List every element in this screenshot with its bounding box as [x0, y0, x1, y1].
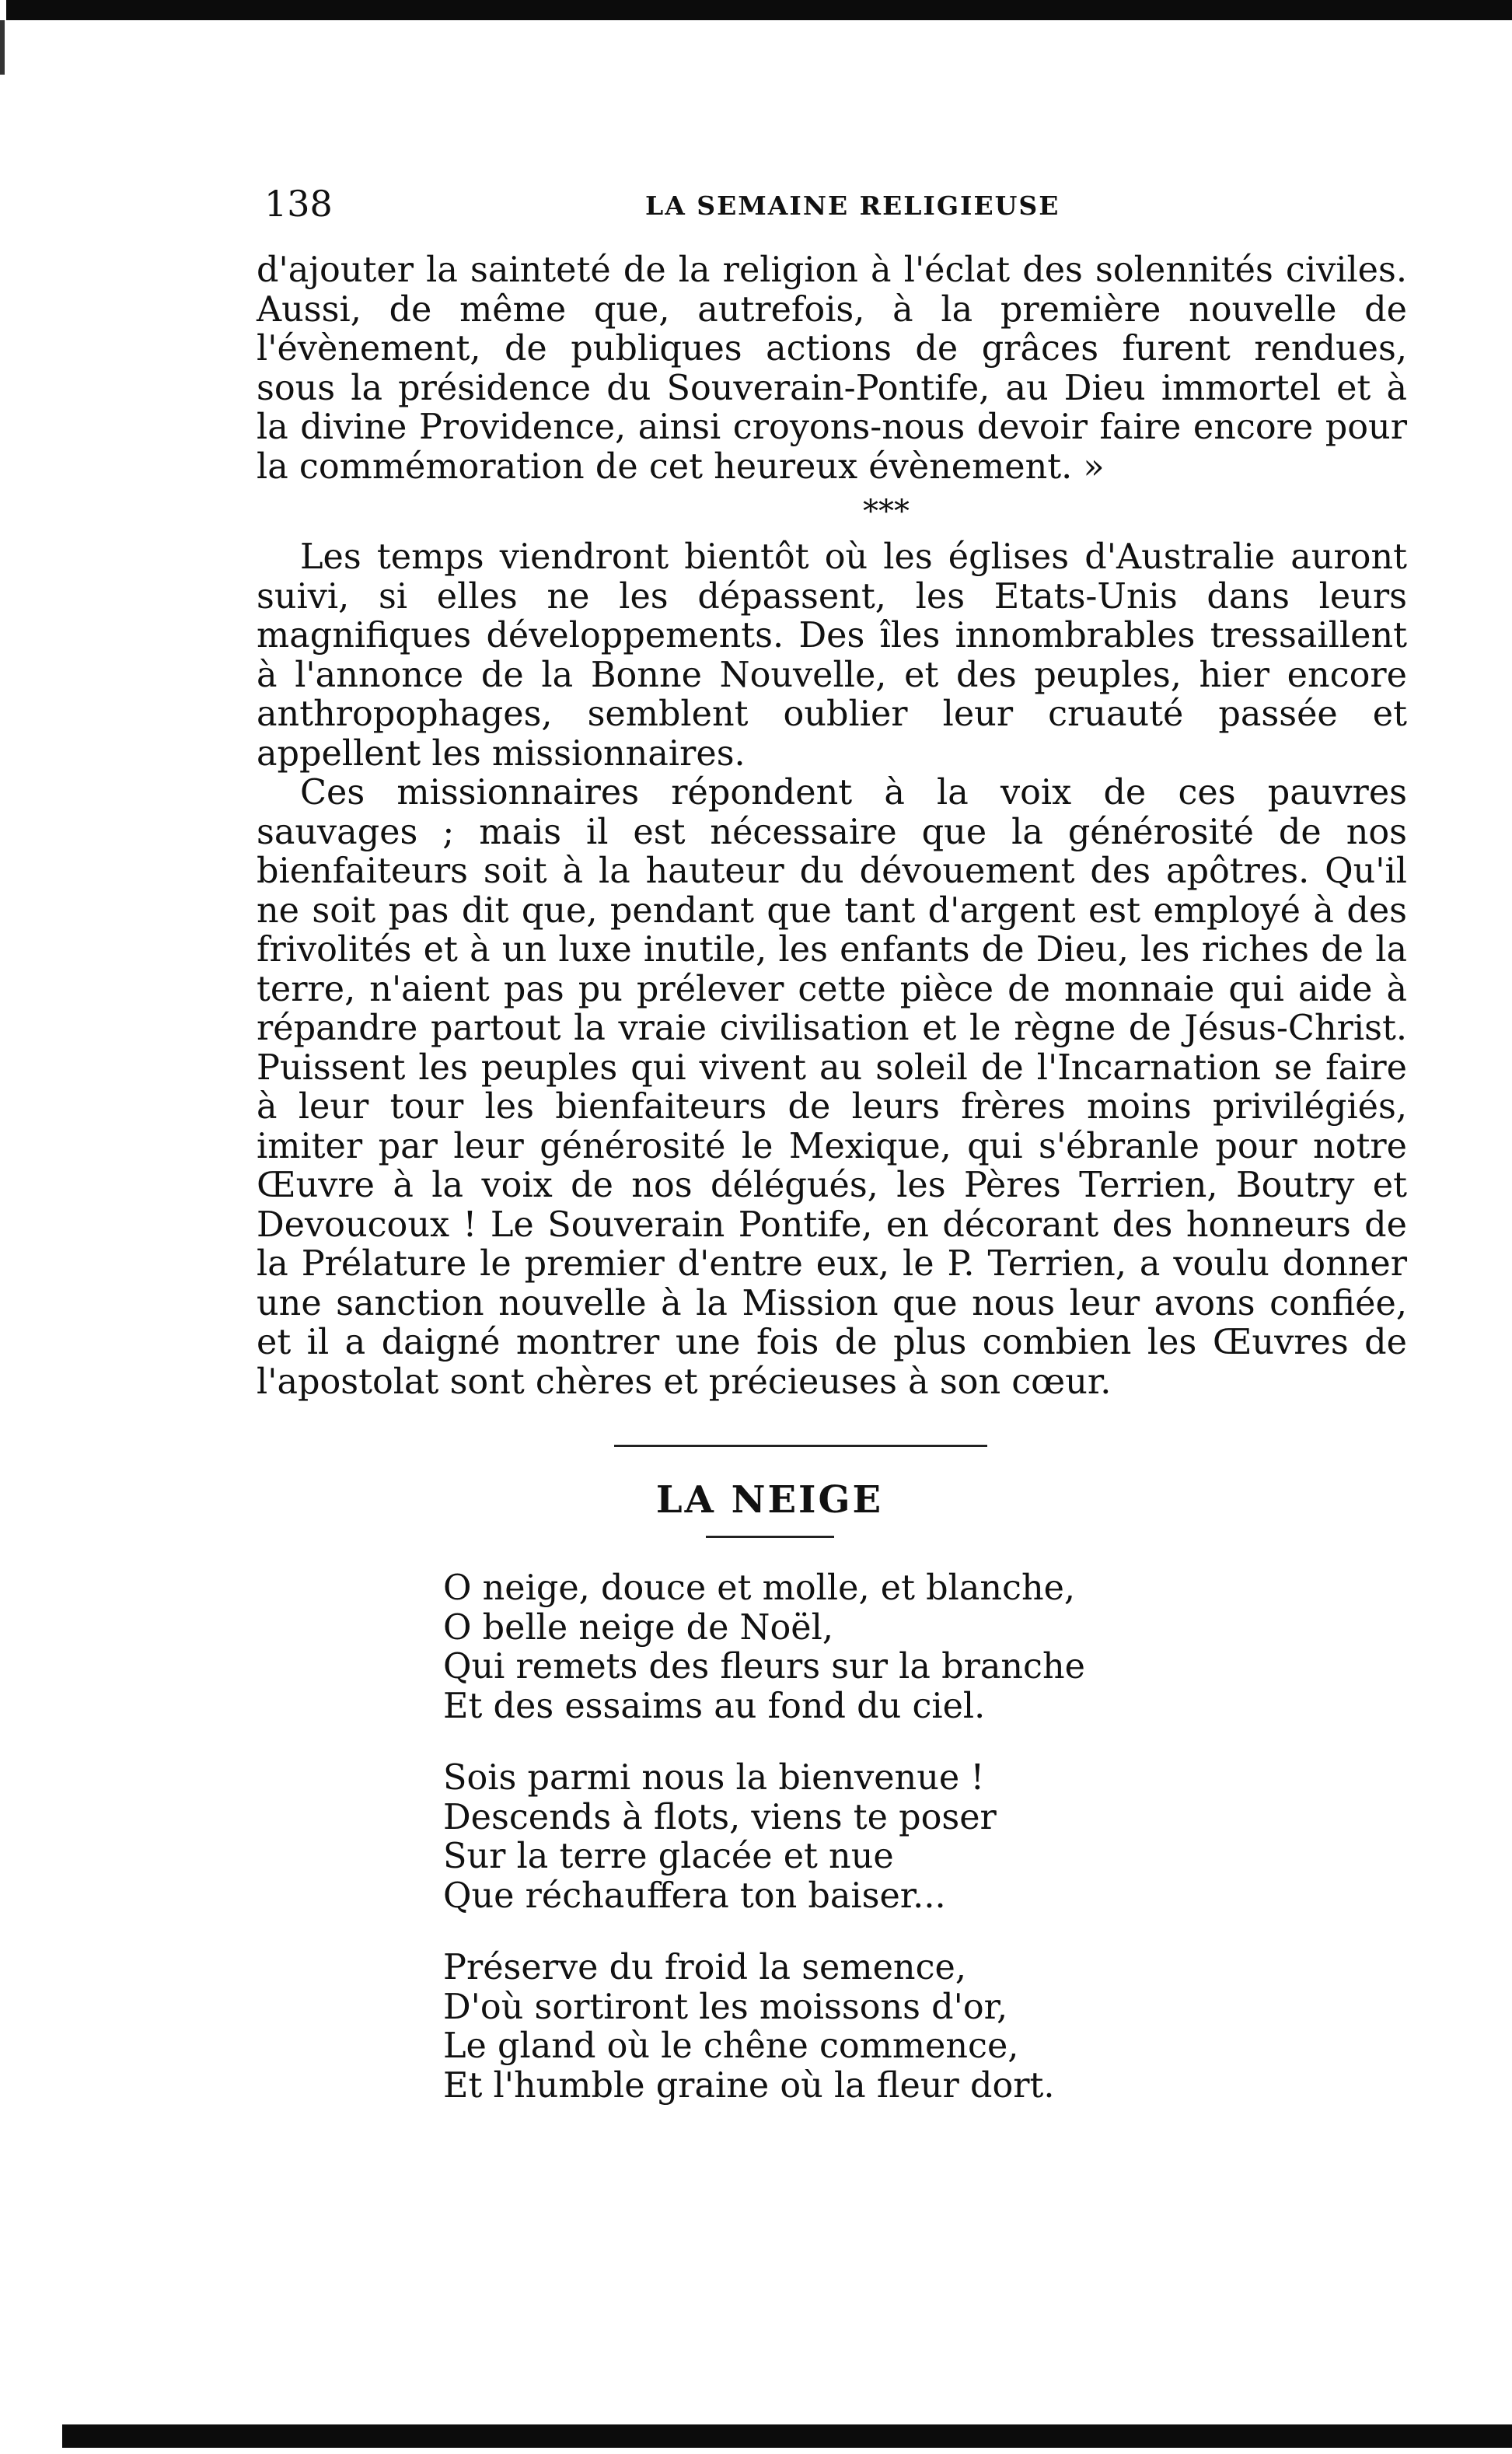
page-number: 138 [264, 183, 333, 225]
scan-border-bottom [62, 2424, 1512, 2448]
scan-border-left [0, 20, 17, 75]
poem-line: Sur la terre glacée et nue [443, 1837, 894, 1876]
poem-line: Sois parmi nous la bienvenue ! [443, 1758, 985, 1798]
section-rule [614, 1445, 987, 1447]
poem-stanza [443, 1949, 1407, 2106]
page-header [257, 183, 1407, 229]
section-separator: *** [863, 494, 910, 530]
poem-line: Préserve du froid la semence, [443, 1948, 966, 1987]
body-text [257, 251, 1407, 1402]
poem-line: O belle neige de Noël, [443, 1607, 833, 1648]
poem-line: Que réchauffera ton baiser... [443, 1875, 946, 1916]
poem-line: Qui remets des fleurs sur la branche [443, 1647, 1085, 1687]
poem-line: Descends à flots, viens te poser [443, 1797, 997, 1837]
poem-stanza [443, 1759, 1407, 1916]
poem-title: LA NEIGE [655, 1478, 884, 1522]
scan-border-top [6, 0, 1512, 20]
poem-line: Et l'humble graine où la fleur dort. [443, 2065, 1055, 2106]
paragraph-3: Ces missionnaires répondent à la voix de ces pauvres sauvages ; mais il est nécessaire que la générosité de nos bienfaiteurs soit à la hauteur du dévouement des apôtres. Qu'il ne soit pas dit que, pendant que tant d'argent est employé à des frivolités et à un luxe inutile, les enfants de Dieu, les riches de la terre, n'aient pas pu prélever cette pièce de monnaie qui aide à répandre partout la vraie civilisation et le règne de Jésus-Christ. Puissent les peuples qui vivent au soleil de l'Incarnation se faire à leur tour les bienfaiteurs de leurs frères moins privilégiés, imiter par leur générosité le Mexique, qui s'ébranle pour notre Œuvre à la voix de nos délégués, les Pères Terrien, Boutry et Devoucoux ! Le Souverain Pontife, en décorant des honneurs de la Prélature le premier d'entre eux, le P. Terrien, a voulu donner une sanction nouvelle à la Mission que nous leur avons confiée, et il a daigné montrer une fois de plus combien les Œuvres de l'apostolat sont chères et précieuses à son cœur. [257, 773, 1407, 1402]
poem [443, 1569, 1407, 2106]
running-title: LA SEMAINE RELIGIEUSE [645, 191, 1060, 221]
title-rule [706, 1536, 834, 1538]
poem-line: Et des essaims au fond du ciel. [443, 1686, 986, 1726]
paragraph-1: d'ajouter la sainteté de la religion à l'éclat des solennités civiles. Aussi, de même que, autrefois, à la première nouvelle de l'évènement, de publiques actions de grâces furent rendues, sous la présidence du Souverain-Pontife, au Dieu immortel et à la divine Providence, ainsi croyons-nous devoir faire encore pour la commémoration de cet heureux évènement. » [257, 250, 1407, 487]
poem-line: D'où sortiront les moissons d'or, [443, 1987, 1008, 2027]
poem-line: O neige, douce et molle, et blanche, [443, 1568, 1076, 1608]
poem-line: Le gland où le chêne commence, [443, 2026, 1019, 2066]
document-page [257, 183, 1407, 2138]
poem-stanza [443, 1569, 1407, 1726]
paragraph-2: Les temps viendront bientôt où les églises d'Australie auront suivi, si elles ne les dépassent, les Etats-Unis dans leurs magnifiques développements. Des îles innombrables tressaillent à l'annonce de la Bonne Nouvelle, et des peuples, hier encore anthropophages, semblent oublier leur cruauté passée et appellent les missionnaires. [257, 537, 1407, 774]
